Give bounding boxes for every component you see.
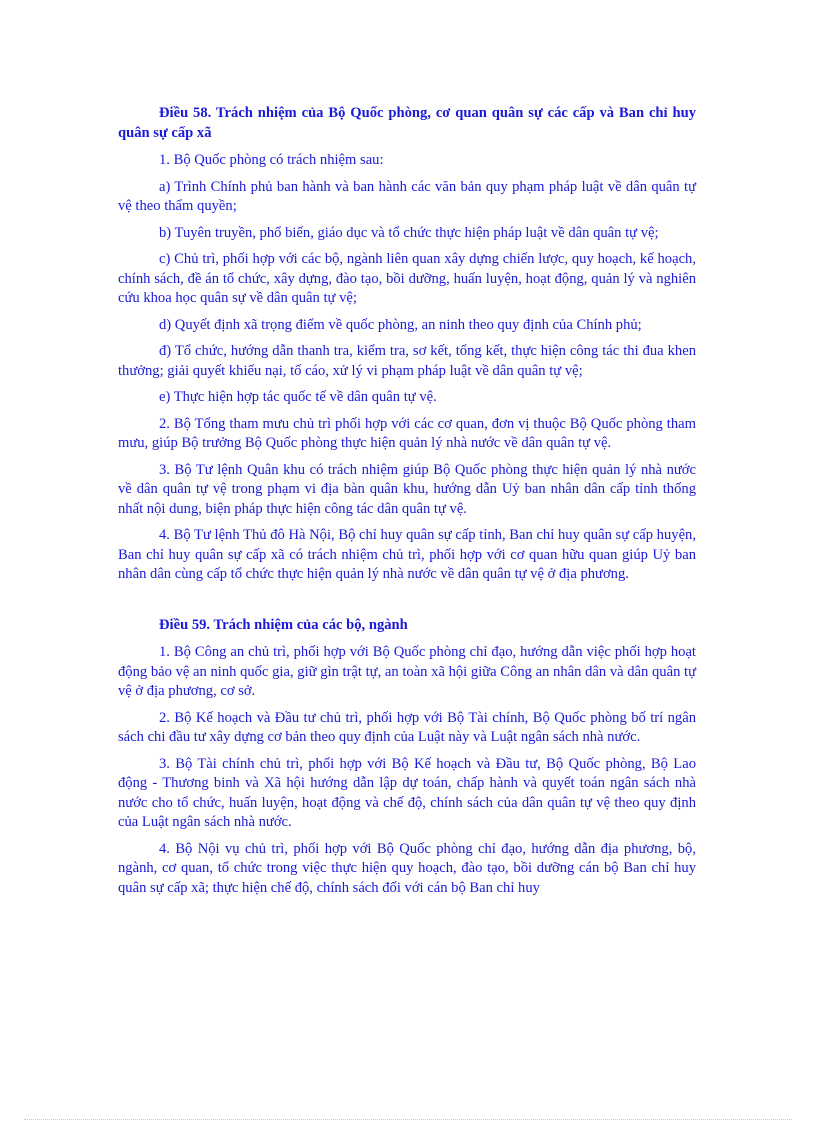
article-58-paragraph: c) Chủ trì, phối hợp với các bộ, ngành liên quan xây dựng chiến lược, quy hoạch, kế hoạch, chính sách, đề án tổ chức, xây dựng, đào tạo, bồi dưỡng, huấn luyện, hoạt động, quản lý và nghiên cứu khoa học quân sự về dân quân tự vệ;: [118, 251, 696, 306]
article-58-paragraph: 1. Bộ Quốc phòng có trách nhiệm sau:: [159, 152, 384, 168]
article-58-paragraph: e) Thực hiện hợp tác quốc tế về dân quân tự vệ.: [159, 389, 437, 405]
article-59-paragraph: 4. Bộ Nội vụ chủ trì, phối hợp với Bộ Quốc phòng chỉ đạo, hướng dẫn địa phương, bộ, ngành, cơ quan, tổ chức trong việc thực hiện quy hoạch, đào tạo, bồi dưỡng cán bộ Ban chỉ huy quân sự cấp xã; thực hiện chế độ, chính sách đối với cán bộ Ban chỉ huy: [118, 840, 696, 896]
article-59-paragraph: 1. Bộ Công an chủ trì, phối hợp với Bộ Quốc phòng chỉ đạo, hướng dẫn việc phối hợp hoạt động bảo vệ an ninh quốc gia, giữ gìn trật tự, an toàn xã hội giữa Công an nhân dân và dân quân tự vệ ở địa phương, cơ sở.: [118, 644, 696, 699]
article-58-paragraph: 2. Bộ Tổng tham mưu chủ trì phối hợp với các cơ quan, đơn vị thuộc Bộ Quốc phòng tham mưu, giúp Bộ trưởng Bộ Quốc phòng thực hiện quản lý nhà nước về dân quân tự vệ.: [118, 415, 696, 451]
article-59-paragraph: 3. Bộ Tài chính chủ trì, phối hợp với Bộ Kế hoạch và Đầu tư, Bộ Quốc phòng, Bộ Lao động - Thương binh và Xã hội hướng dẫn lập dự toán, chấp hành và quyết toán ngân sách nhà nước cho tổ chức, huấn luyện, hoạt động và chế độ, chính sách của dân quân tự vệ theo quy định của Luật ngân sách nhà nước.: [118, 755, 696, 830]
page-bottom-divider: [24, 1119, 792, 1120]
article-58-paragraph: đ) Tổ chức, hướng dẫn thanh tra, kiểm tra, sơ kết, tổng kết, thực hiện công tác thi đua khen thưởng; giải quyết khiếu nại, tố cáo, xử lý vi phạm pháp luật về dân quân tự vệ;: [118, 343, 696, 379]
document-body: [118, 104, 696, 905]
article-58-paragraph: 4. Bộ Tư lệnh Thủ đô Hà Nội, Bộ chỉ huy quân sự cấp tỉnh, Ban chỉ huy quân sự cấp huyện, Ban chỉ huy quân sự cấp xã có trách nhiệm chủ trì, phối hợp với cơ quan hữu quan giúp Uỷ ban nhân dân cùng cấp tổ chức thực hiện quản lý nhà nước về dân quân tự vệ ở địa phương.: [118, 527, 696, 582]
article-59-heading: Điều 59. Trách nhiệm của các bộ, ngành: [159, 616, 408, 633]
section-spacer: [118, 592, 696, 616]
article-58-paragraph: 3. Bộ Tư lệnh Quân khu có trách nhiệm giúp Bộ Quốc phòng thực hiện quản lý nhà nước về dân quân tự vệ trong phạm vi địa bàn quân khu, hướng dẫn Uỷ ban nhân dân cấp tỉnh thống nhất nội dung, biện pháp thực hiện công tác dân quân tự vệ.: [118, 461, 696, 517]
article-59-paragraph: 2. Bộ Kế hoạch và Đầu tư chủ trì, phối hợp với Bộ Tài chính, Bộ Quốc phòng bố trí ngân sách chi đầu tư xây dựng cơ bản theo quy định của Luật này và Luật ngân sách nhà nước.: [118, 709, 696, 745]
article-58-heading: Điều 58. Trách nhiệm của Bộ Quốc phòng, cơ quan quân sự các cấp và Ban chỉ huy quân sự cấp xã: [118, 105, 696, 141]
article-58-paragraph: b) Tuyên truyền, phổ biến, giáo dục và tổ chức thực hiện pháp luật về dân quân tự vệ;: [159, 224, 659, 241]
article-58-paragraph: a) Trình Chính phủ ban hành và ban hành các văn bản quy phạm pháp luật về dân quân tự vệ theo thẩm quyền;: [118, 178, 696, 214]
article-58-paragraph: d) Quyết định xã trọng điểm về quốc phòng, an ninh theo quy định của Chính phủ;: [159, 316, 642, 333]
